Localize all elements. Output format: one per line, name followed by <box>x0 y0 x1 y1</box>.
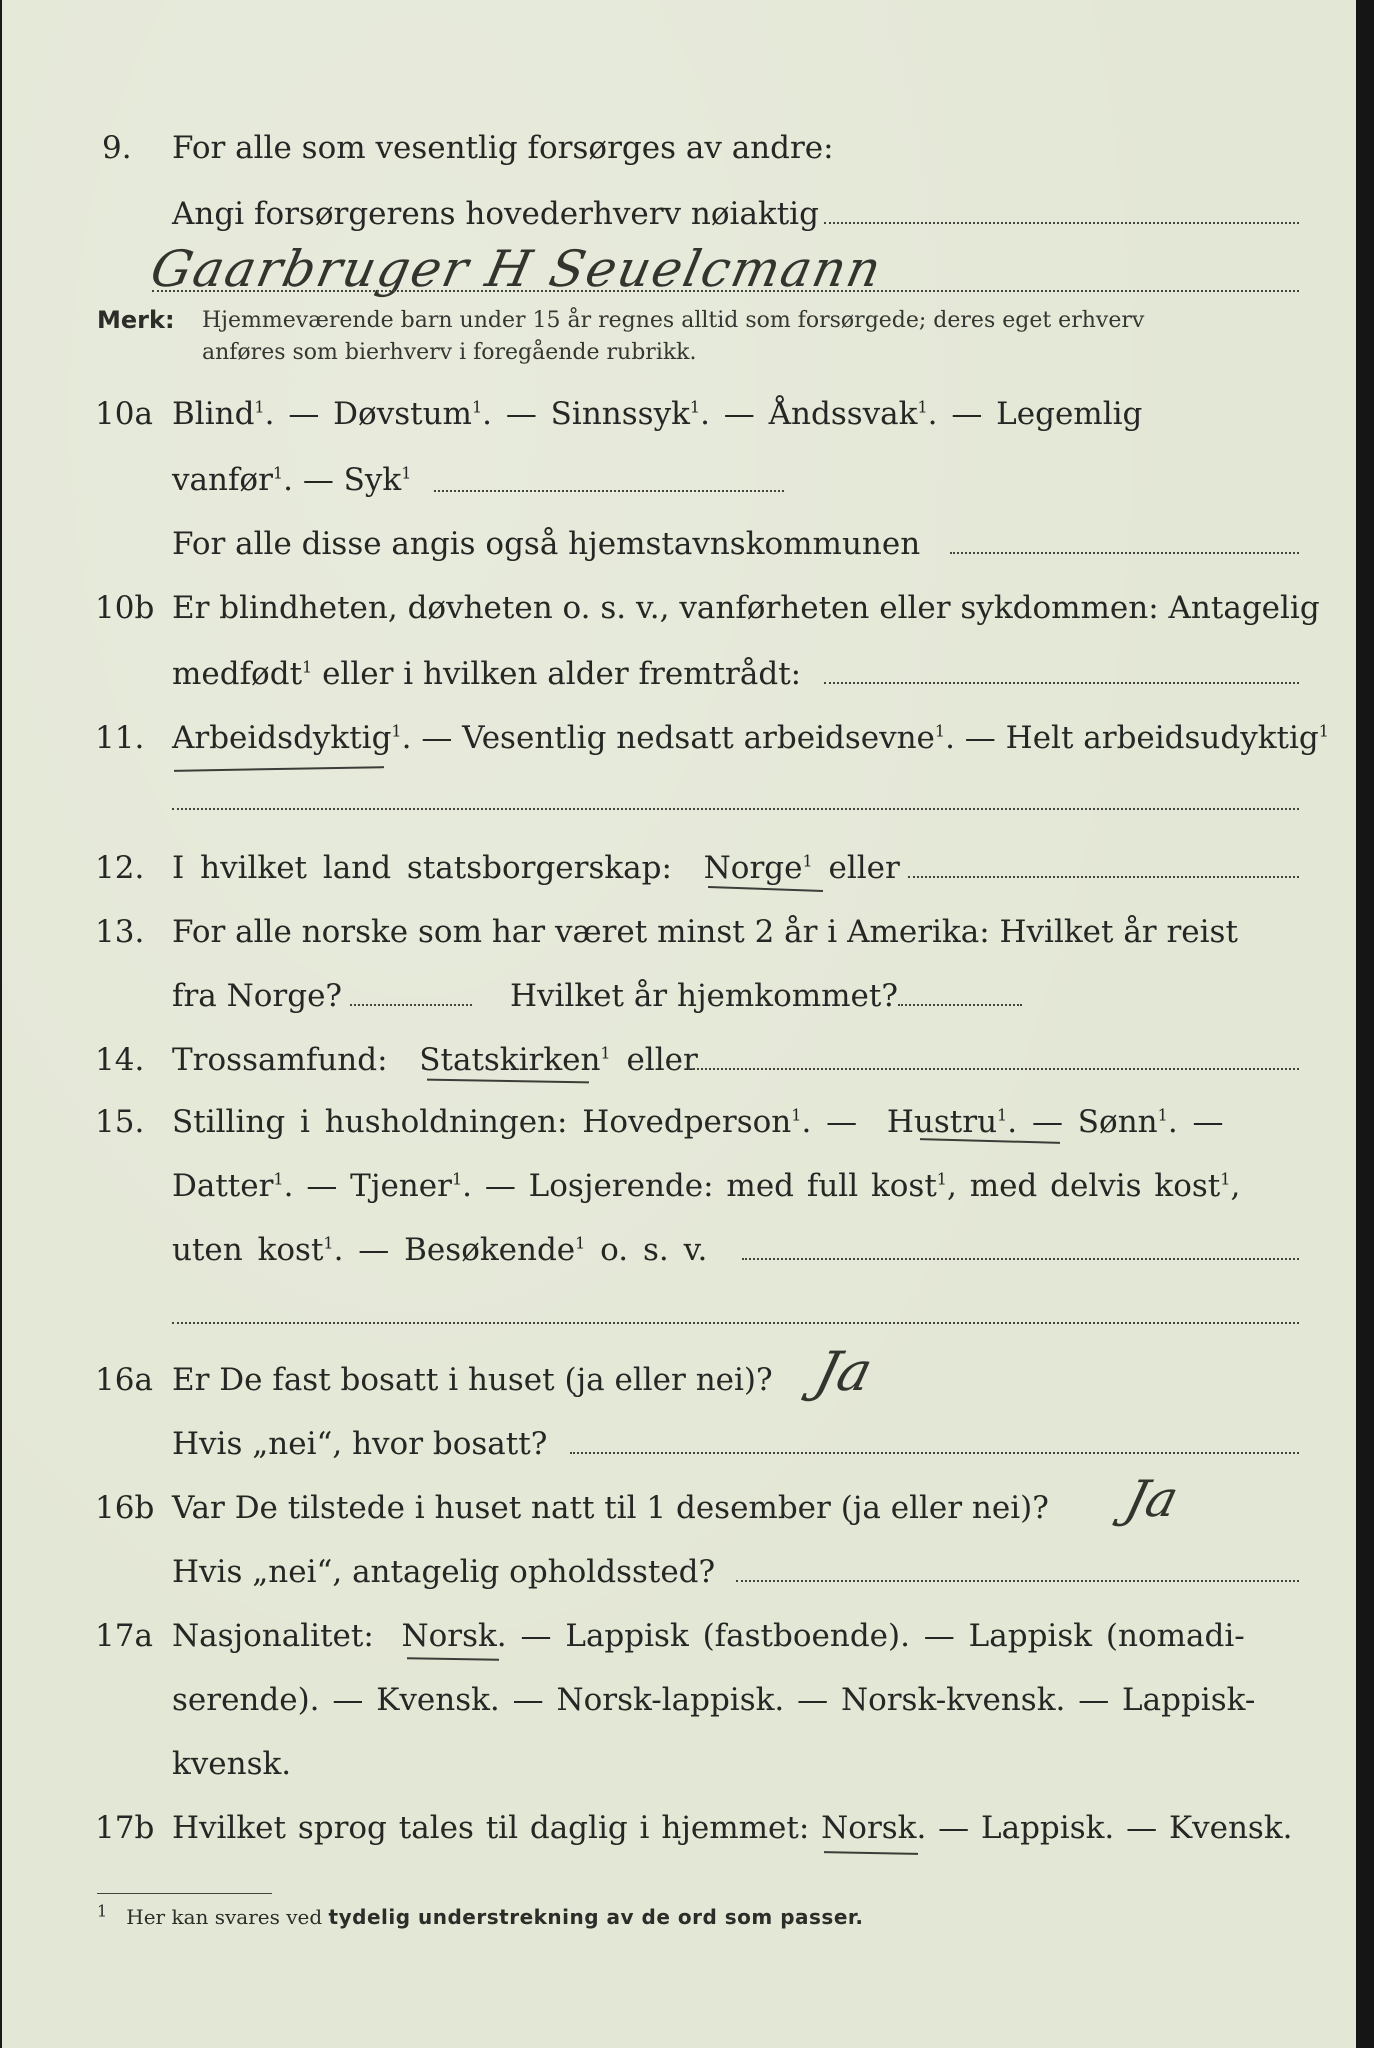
q13-line1: For alle norske som har været minst 2 år i Amerika: Hvilket år reist <box>172 914 1238 950</box>
q17b-underline-mark <box>824 1851 918 1855</box>
q16b-line1: Var De tilstede i huset natt til 1 desember (ja eller nei)? <box>172 1490 1049 1526</box>
q13-line2b: Hvilket år hjemkommet? <box>510 978 898 1014</box>
q15-line2 <box>172 1168 1240 1204</box>
q10b-line1: Er blindheten, døvheten o. s. v., vanførheten eller sykdommen: Antagelig <box>172 590 1320 626</box>
q15-answer-line <box>742 1258 1299 1260</box>
sup-mark: 1 <box>1318 721 1329 741</box>
q10a-sinnssyk: . — Sinnssyk <box>482 396 690 432</box>
q16b-answer-line <box>736 1580 1299 1582</box>
q12-underline-mark <box>708 886 823 892</box>
q15-hovedperson: Stilling i husholdningen: Hovedperson <box>172 1104 792 1140</box>
q15-sonn: . — Sønn <box>1007 1104 1158 1140</box>
sup-mark: 1 <box>272 463 284 483</box>
item-number-11: 11. <box>95 720 145 756</box>
q9-answer-line-2 <box>152 290 1299 292</box>
sup-mark: 1 <box>997 1105 1008 1125</box>
q10a-vanfor: vanfør <box>172 462 273 498</box>
merk-label: Merk: <box>97 306 175 334</box>
census-form-page <box>2 0 1372 2048</box>
q16b-line2: Hvis „nei“, antagelig opholdssted? <box>172 1554 716 1590</box>
q15-tjener: . — Tjener <box>283 1168 452 1204</box>
item-number-12: 12. <box>95 850 145 886</box>
q15-dash2: . — <box>1167 1104 1224 1140</box>
sup-mark: 1 <box>273 1169 284 1189</box>
q15-answer-line-2 <box>172 1322 1299 1324</box>
q12-answer-line <box>908 876 1299 878</box>
footnote-rule <box>97 1893 272 1894</box>
merk-line2: anføres som bierhverv i foregående rubrikk. <box>202 340 697 365</box>
q16b-handwritten-answer: Ja <box>1119 1470 1185 1528</box>
sup-mark: 1 <box>254 397 265 417</box>
q17b-rest: — Lappisk. — Kvensk. <box>926 1810 1293 1846</box>
q10a-andssvak: . — Åndssvak <box>700 396 918 432</box>
q14-statskirken: Statskirken <box>419 1042 601 1078</box>
q10a-blind: Blind <box>172 396 255 432</box>
q11-arbeidsdyktig: Arbeidsdyktig <box>172 720 392 756</box>
sup-mark: 1 <box>1157 1105 1168 1125</box>
item-number-17a: 17a <box>95 1618 153 1654</box>
q14-trossamfund: Trossamfund: <box>172 1042 388 1078</box>
q10b-medfodt: medfødt <box>172 656 303 692</box>
q11-line <box>172 720 1329 756</box>
q15-besokende: . — Besøkende <box>333 1232 576 1268</box>
q17a-line3: kvensk. <box>172 1746 292 1782</box>
q15-osv: o. s. v. <box>585 1232 708 1268</box>
q11-answer-line <box>172 808 1299 810</box>
q17a-nasjonalitet: Nasjonalitet: <box>172 1618 374 1654</box>
q10b-line2 <box>172 656 801 692</box>
footnote-text-a: Her kan svares ved <box>126 1905 329 1929</box>
sup-mark: 1 <box>917 397 928 417</box>
sup-mark: 1 <box>936 1169 947 1189</box>
scan-edge <box>1356 0 1374 2048</box>
q15-dash: . — <box>801 1104 858 1140</box>
q9-line2: Angi forsørgerens hovederhverv nøiaktig <box>172 196 819 232</box>
item-number-16a: 16a <box>95 1362 153 1398</box>
q14-underline-mark <box>427 1079 589 1084</box>
footnote-text-b: tydelig understrekning av de ord som passer. <box>328 1905 864 1929</box>
q15-datter: Datter <box>172 1168 274 1204</box>
sup-mark: 1 <box>575 1233 586 1253</box>
q10b-alder: eller i hvilken alder fremtrådt: <box>312 656 802 692</box>
q17a-rest: — Lappisk (fastboende). — Lappisk (nomadi- <box>506 1618 1245 1654</box>
q10b-answer-line <box>824 682 1299 684</box>
merk-line1: Hjemmeværende barn under 15 år regnes alltid som forsørgede; deres eget erhverv <box>202 308 1145 333</box>
item-number-10a: 10a <box>95 396 153 432</box>
q10a-syk-line <box>434 490 784 492</box>
q17a-norsk: Norsk. <box>401 1618 507 1654</box>
sup-mark: 1 <box>401 463 412 483</box>
sup-mark: 1 <box>802 851 813 871</box>
sup-mark: 1 <box>791 1105 802 1125</box>
q14-line <box>172 1042 698 1078</box>
sup-mark: 1 <box>934 721 946 741</box>
q14-eller: eller <box>610 1042 698 1078</box>
q9-answer-line <box>824 222 1299 224</box>
q10a-line3: For alle disse angis også hjemstavnskommunen <box>172 526 921 562</box>
q12-norge: Norge <box>703 850 803 886</box>
sup-mark: 1 <box>1220 1169 1231 1189</box>
q11-underline-mark <box>174 766 384 772</box>
item-number-17b: 17b <box>95 1810 155 1846</box>
sup-mark: 1 <box>451 1169 463 1189</box>
q17b-norsk: Norsk. <box>821 1810 927 1846</box>
q16a-answer-line <box>570 1452 1299 1454</box>
sup-mark: 1 <box>600 1043 611 1063</box>
q10a-syk: . — Syk <box>283 462 402 498</box>
q15-hustru: Hustru <box>886 1104 998 1140</box>
q9-line1: For alle som vesentlig forsørges av andre: <box>172 130 834 166</box>
q14-answer-line <box>688 1068 1299 1070</box>
q13-reist-line <box>350 1004 472 1006</box>
q17b-line <box>172 1810 1292 1846</box>
sup-mark: 1 <box>689 397 701 417</box>
item-number-9: 9. <box>102 130 132 166</box>
sup-mark: 1 <box>471 397 483 417</box>
q15-uten-kost: uten kost <box>172 1232 324 1268</box>
q17a-line1 <box>172 1618 1245 1654</box>
q15-comma: , <box>1230 1168 1241 1204</box>
footnote-mark: 1 <box>97 1901 108 1921</box>
q12-line <box>172 850 900 886</box>
item-number-13: 13. <box>95 914 145 950</box>
footnote <box>97 1901 864 1929</box>
q16a-handwritten-answer: Ja <box>809 1340 879 1403</box>
sup-mark: 1 <box>302 657 313 677</box>
item-number-14: 14. <box>95 1042 145 1078</box>
q15-losjerende: . — Losjerende: med full kost <box>462 1168 937 1204</box>
q16a-line1: Er De fast bosatt i huset (ja eller nei)? <box>172 1362 773 1398</box>
q11-udyktig: . — Helt arbeidsudyktig <box>945 720 1319 756</box>
q15-line1 <box>172 1104 1224 1140</box>
q17a-underline-mark <box>407 1657 499 1661</box>
q9-handwritten-answer: Gaarbruger H Seuelcmann <box>145 240 888 298</box>
q10a-line2 <box>172 462 411 498</box>
q11-nedsatt: . — Vesentlig nedsatt arbeidsevne <box>401 720 935 756</box>
sup-mark: 1 <box>323 1233 334 1253</box>
sup-mark: 1 <box>391 721 402 741</box>
item-number-15: 15. <box>95 1104 145 1140</box>
q13-hjemkommet-line <box>898 1004 1022 1006</box>
q10a-hjemstavn-line <box>950 552 1299 554</box>
q13-line2a: fra Norge? <box>172 978 343 1014</box>
q10a-dovstum: . — Døvstum <box>264 396 472 432</box>
q17b-question: Hvilket sprog tales til daglig i hjemmet: <box>172 1810 810 1846</box>
item-number-10b: 10b <box>95 590 155 626</box>
q16a-line2: Hvis „nei“, hvor bosatt? <box>172 1426 548 1462</box>
q17a-line2: serende). — Kvensk. — Norsk-lappisk. — Norsk-kvensk. — Lappisk- <box>172 1682 1256 1718</box>
item-number-16b: 16b <box>95 1490 155 1526</box>
q10a-legemlig: . — Legemlig <box>927 396 1143 432</box>
q15-line3 <box>172 1232 707 1268</box>
q12-question: I hvilket land statsborgerskap: <box>172 850 672 886</box>
q15-delvis: , med delvis kost <box>946 1168 1221 1204</box>
q10a-line1 <box>172 396 1142 432</box>
q12-eller: eller <box>812 850 900 886</box>
